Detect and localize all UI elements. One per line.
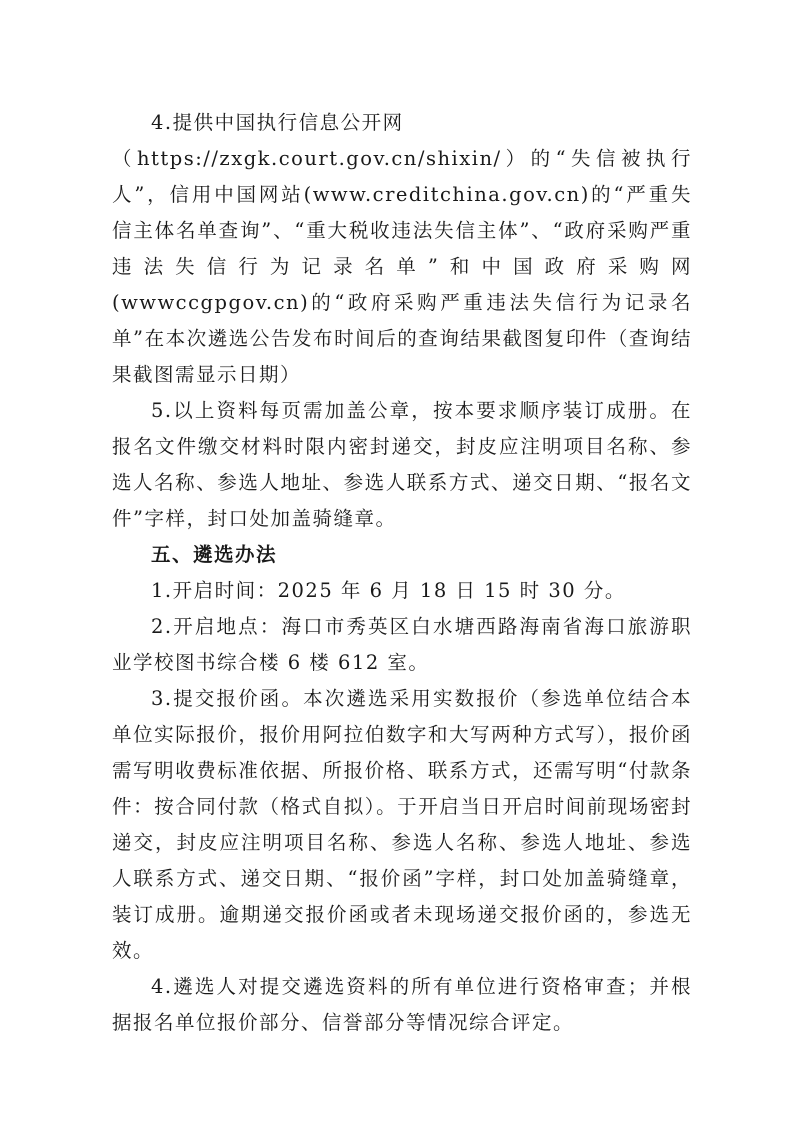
section-5-heading: 五、遴选办法 (151, 543, 278, 566)
item-4-credit-check: （https://zxgk.court.gov.cn/shixin/）的“失信被执行人”，信用中国网站(www.creditchina.gov.cn)的“严重失信主体名单查询”、“重大税收违法失信主体”、“政府采购严重违法失信行为记录名单”和中国政府采购网(wwwccgpgov.cn)的“政府采购严重违法失信行为记录名单”在本次遴选公告发布时间后的查询结果截图复印件（查询结果截图需显示日期） (112, 147, 692, 386)
method-4-review: 4.遴选人对提交遴选资料的所有单位进行资格审查；并根据报名单位报价部分、信誉部分等情况综合评定。 (112, 975, 692, 1034)
method-3-quotation: 3.提交报价函。本次遴选采用实数报价（参选单位结合本单位实际报价，报价用阿拉伯数字和大写两种方式写），报价函需写明收费标准依据、所报价格、联系方式，还需写明“付款条件：按合同付款（格式自拟）。于开启当日开启时间前现场密封递交，封皮应注明项目名称、参选人名称、参选人地址、参选人联系方式、递交日期、“报价函”字样，封口处加盖骑缝章，装订成册。逾期递交报价函或者未现场递交报价函的，参选无效。 (112, 687, 692, 962)
item-4-first-line: 4.提供中国执行信息公开网 (151, 111, 404, 134)
method-2-location: 2.开启地点：海口市秀英区白水塘西路海南省海口旅游职业学校图书综合楼 6 楼 612 室。 (112, 615, 692, 674)
document-body (112, 105, 692, 1041)
item-5-binding: 5.以上资料每页需加盖公章，按本要求顺序装订成册。在报名文件缴交材料时限内密封递交，封皮应注明项目名称、参选人名称、参选人地址、参选人联系方式、递交日期、“报名文件”字样，封口处加盖骑缝章。 (112, 399, 692, 530)
method-1-time: 1.开启时间：2025 年 6 月 18 日 15 时 30 分。 (151, 579, 626, 602)
